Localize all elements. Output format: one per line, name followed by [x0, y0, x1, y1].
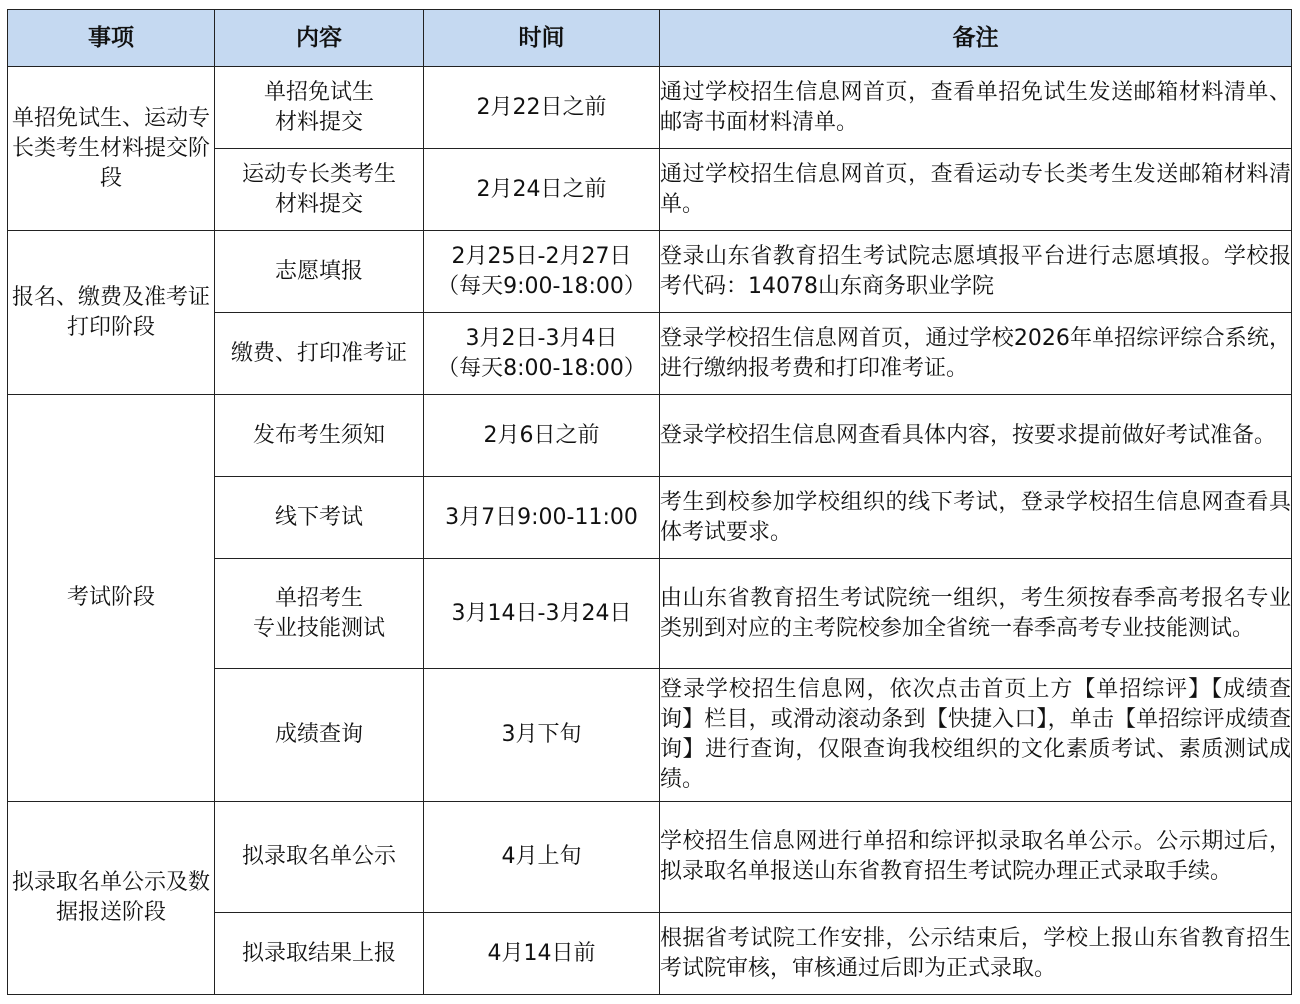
time-cell: 3月下旬 [424, 669, 660, 802]
table-row [8, 802, 1292, 913]
time-cell: 4月14日前 [424, 913, 660, 995]
admission-schedule-table [7, 9, 1292, 995]
item-cell: 单招免试生 材料提交 [215, 67, 424, 149]
time-cell: 3月7日9:00-11:00 [424, 477, 660, 559]
item-cell: 拟录取名单公示 [215, 802, 424, 913]
table-header-row [8, 10, 1292, 67]
header-content: 内容 [215, 10, 424, 67]
item-cell: 线下考试 [215, 477, 424, 559]
note-cell: 考生到校参加学校组织的线下考试，登录学校招生信息网查看具体考试要求。 [660, 477, 1292, 559]
item-cell: 拟录取结果上报 [215, 913, 424, 995]
item-cell: 成绩查询 [215, 669, 424, 802]
item-cell: 发布考生须知 [215, 395, 424, 477]
item-cell: 志愿填报 [215, 231, 424, 313]
header-stage: 事项 [8, 10, 215, 67]
time-cell: 3月14日-3月24日 [424, 559, 660, 669]
item-cell: 运动专长类考生 材料提交 [215, 149, 424, 231]
time-cell: 2月6日之前 [424, 395, 660, 477]
table-row [8, 67, 1292, 149]
note-cell: 登录学校招生信息网首页，通过学校2026年单招综评综合系统，进行缴纳报考费和打印准考证。 [660, 313, 1292, 395]
header-note: 备注 [660, 10, 1292, 67]
note-cell: 通过学校招生信息网首页，查看单招免试生发送邮箱材料清单、邮寄书面材料清单。 [660, 67, 1292, 149]
item-cell: 缴费、打印准考证 [215, 313, 424, 395]
time-cell: 2月22日之前 [424, 67, 660, 149]
table-row [8, 395, 1292, 477]
note-cell: 登录山东省教育招生考试院志愿填报平台进行志愿填报。学校报考代码：14078山东商务职业学院 [660, 231, 1292, 313]
header-time: 时间 [424, 10, 660, 67]
note-cell: 学校招生信息网进行单招和综评拟录取名单公示。公示期过后，拟录取名单报送山东省教育招生考试院办理正式录取手续。 [660, 802, 1292, 913]
stage-cell: 报名、缴费及准考证打印阶段 [8, 231, 215, 395]
note-cell: 由山东省教育招生考试院统一组织，考生须按春季高考报名专业类别到对应的主考院校参加全省统一春季高考专业技能测试。 [660, 559, 1292, 669]
stage-cell: 单招免试生、运动专长类考生材料提交阶段 [8, 67, 215, 231]
item-cell: 单招考生 专业技能测试 [215, 559, 424, 669]
stage-cell: 拟录取名单公示及数据报送阶段 [8, 802, 215, 995]
note-cell: 根据省考试院工作安排，公示结束后，学校上报山东省教育招生考试院审核，审核通过后即为正式录取。 [660, 913, 1292, 995]
note-cell: 登录学校招生信息网，依次点击首页上方【单招综评】【成绩查询】栏目，或滑动滚动条到【快捷入口】，单击【单招综评成绩查询】进行查询，仅限查询我校组织的文化素质考试、素质测试成绩。 [660, 669, 1292, 802]
time-cell: 3月2日-3月4日 （每天8:00-18:00） [424, 313, 660, 395]
time-cell: 4月上旬 [424, 802, 660, 913]
table-row [8, 231, 1292, 313]
time-cell: 2月24日之前 [424, 149, 660, 231]
note-cell: 登录学校招生信息网查看具体内容，按要求提前做好考试准备。 [660, 395, 1292, 477]
time-cell: 2月25日-2月27日 （每天9:00-18:00） [424, 231, 660, 313]
stage-cell: 考试阶段 [8, 395, 215, 802]
note-cell: 通过学校招生信息网首页，查看运动专长类考生发送邮箱材料清单。 [660, 149, 1292, 231]
